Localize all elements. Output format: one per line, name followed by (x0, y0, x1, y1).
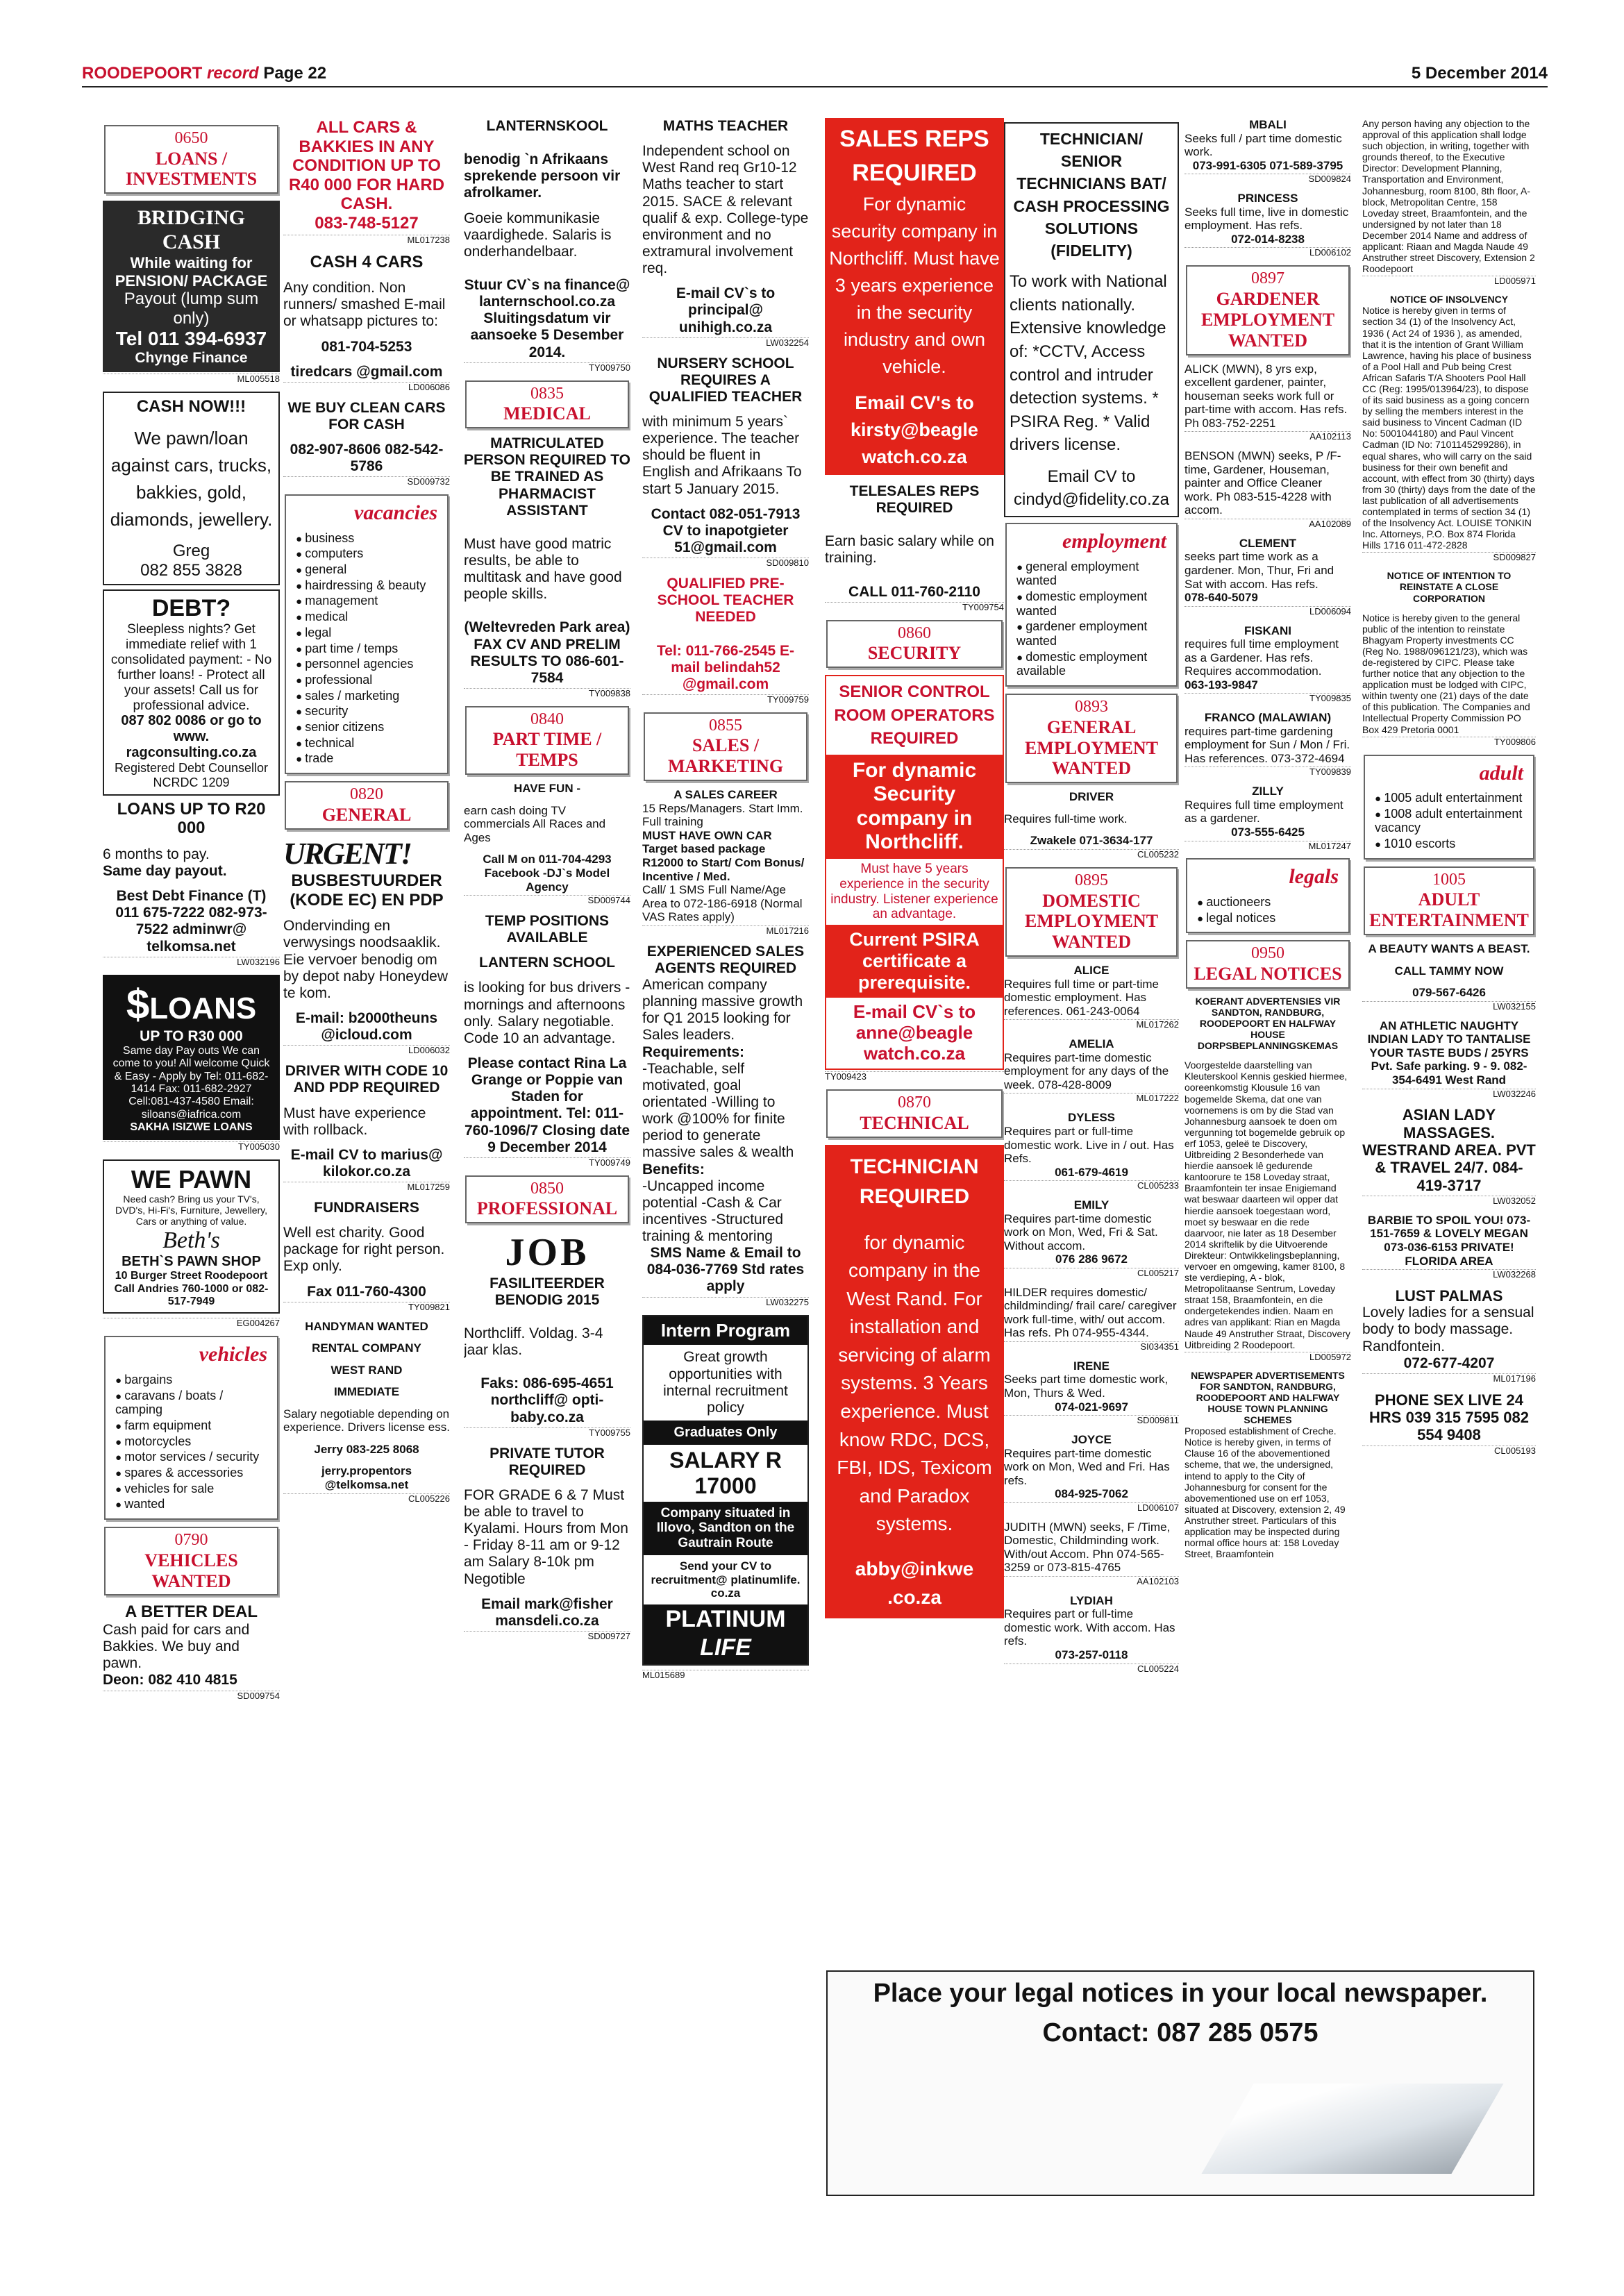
index-item: ● computers (296, 546, 437, 561)
index-vacancies: vacancies ● business ● computers ● general ● hairdressing & beauty ● management ● medical ● legal ● part time / temps ● personnel agencies ● professional ● sales / marketing ● security ● senior citizens ● technical ● trade (285, 494, 449, 774)
index-item: ● spares & accessories (115, 1466, 267, 1480)
legal-notices-banner: Place your legal notices in your local newspaper. Contact: 087 285 0575 (826, 1970, 1534, 2196)
section-general: 0820 GENERAL (285, 781, 449, 829)
ad-fidelity: TECHNICIAN/ SENIOR TECHNICIANS BAT/ CASH PROCESSING SOLUTIONS (FIDELITY) To work with National clients nationally. Extensive knowledge of: *CCTV, Access control and intruder detection systems. * PSIRA Reg. * Valid drivers license. Email CV to cindyd@fidelity.co.za (1004, 122, 1179, 517)
index-item: ● wanted (115, 1497, 267, 1511)
pen-writing-icon (1201, 2084, 1503, 2174)
index-item: ● part time / temps (296, 642, 437, 656)
index-item: ● motorcycles (115, 1434, 267, 1449)
index-item: ● technical (296, 736, 437, 751)
index-item: ● domestic employment wanted (1016, 589, 1166, 618)
section-part-time: 0840 PART TIME / TEMPS (465, 706, 629, 775)
ad-debt: DEBT? Sleepless nights? Get immediate relief with 1 consolidated payment: - No further loans! - Protect all your assets! Call us for professional advice. 087 802 0086 or go to www. ragconsulting.co.za Registered Debt Counsellor NCRDC 1209 (103, 589, 280, 796)
index-item: ● sales / marketing (296, 689, 437, 703)
index-vehicles: vehicles ● bargains ● caravans / boats / camping ● farm equipment ● motorcycles ● motor services / security ● spares & accessories ● vehicles for sale ● wanted (104, 1336, 278, 1520)
column-4: MATHS TEACHER Independent school on West Rand req Gr10-12 Maths teacher to start 2015. SACE & relevant qualif & exp. College-type environment and no extramural involvement req. E-mail CV`s to principal@ unihigh.co.za LW032254 NURSERY SCHOOL REQUIRES A QUALIFIED TEACHER with minimum 5 years` experience. The teacher should be fluent in English and Afrikaans To start 5 January 2015. Contact 082-051-7913 CV to inapotgieter 51@gmail.com SD009810 QUALIFIED PRE-SCHOOL TEACHER NEEDED Tel: 011-766-2545 E-mail belindah52 @gmail.com TY009759 0855 SALES / MARKETING A SALES CAREER 15 Reps/Managers. Start Imm. Full training MUST HAVE OWN CAR Target based package R12000 to Start/ Com Bonus/ Incentive / Med. Call/ 1 SMS Full Name/Age Area to 072-186-6918 (Normal VAS Rates apply) ML017216 EXPERIENCED SALES AGENTS REQUIRED American company planning massive growth for Q1 2015 looking for Sales leaders. Requirements: -Teachable, self motivated, goal orientated -Willing to work @100% for finite period to generate massive sales & wealth Benefits: -Uncapped income potential -Cash & Car incentives -Structured training & mentoring SMS Name & Email to 084-036-7769 Std rates apply LW032275 Intern Program Great growth opportunities with internal recruitment policy Graduates Only SALARY R 17000 Company situated in Illovo, Sandton on the Gautrain Route Send your CV to recruitment@ platinumlife. co.za PLATINUM LIFE ML015689 (642, 118, 809, 1680)
index-item: ● 1010 escorts (1375, 837, 1523, 851)
ad-cash-now: CASH NOW!!! We pawn/loan against cars, trucks, bakkies, gold, diamonds, jewellery. Greg 082 855 3828 (103, 392, 280, 585)
column-1: 0650 LOANS / INVESTMENTS BRIDGING CASH While waiting for PENSION/ PACKAGE Payout (lump sum only) Tel 011 394-6937 Chynge Finance ML005518 CASH NOW!!! We pawn/loan against cars, trucks, bakkies, gold, diamonds, jewellery. Greg 082 855 3828 DEBT? Sleepless nights? Get immediate relief with 1 consolidated payment: - No further loans! - Protect all your assets! Call us for professional advice. 087 802 0086 or go to www. ragconsulting.co.za Registered Debt Counsellor NCRDC 1209 LOANS UP TO R20 000 6 months to pay. Same day payout. Best Debt Finance (T) 011 675-7222 082-973-7522 adminwr@ telkomsa.net LW032196 $LOANS UP TO R30 000 Same day Pay outs We can come to you! All welcome Quick & Easy - Apply by Tel: 011-682-1414 Fax: 011-682-2927 Cell:081-437-4580 Email: siloans@iafrica.com SAKHA ISIZWE LOANS TY005030 WE PAWN Need cash? Bring us your TV's, DVD's, Hi-Fi's, Furniture, Jewellery, Cars or anything of value. Beth's BETH`S PAWN SHOP 10 Burger Street Roodepoort Call Andries 760-1000 or 082-517-7949 EG004267 vehicles ● bargains ● caravans / boats / camping ● farm equipment ● motorcycles ● motor services / security ● spares & accessories ● vehicles for sale ● wanted 0790 VEHICLES WANTED A BETTER DEAL Cash paid for cars and Bakkies. We buy and pawn. Deon: 082 410 4815 SD009754 (103, 118, 280, 2263)
index-item: ● auctioneers (1197, 895, 1339, 910)
index-item: ● professional (296, 673, 437, 687)
section-professional: 0850 PROFESSIONAL (465, 1175, 629, 1223)
index-item: ● senior citizens (296, 720, 437, 735)
section-vehicles-wanted: 0790 VEHICLES WANTED (104, 1527, 278, 1595)
ad-platinum-life: Intern Program Great growth opportunities with internal recruitment policy Graduates Only SALARY R 17000 Company situated in Illovo, Sandton on the Gautrain Route Send your CV to recruitment@ platinumlife. co.za PLATINUM LIFE (642, 1315, 809, 1666)
section-loans: 0650 LOANS / INVESTMENTS (104, 125, 278, 194)
section-medical: 0835 MEDICAL (465, 380, 629, 428)
index-item: ● medical (296, 610, 437, 624)
ad-s-loans: $LOANS UP TO R30 000 Same day Pay outs We can come to you! All welcome Quick & Easy - Apply by Tel: 011-682-1414 Fax: 011-682-2927 Cell:081-437-4580 Email: siloans@iafrica.com SAKHA ISIZWE LOANS (103, 975, 280, 1140)
section-general-employment: 0893 GENERAL EMPLOYMENT WANTED (1005, 694, 1178, 783)
section-technical: 0870 TECHNICAL (826, 1089, 1003, 1137)
index-item: ● vehicles for sale (115, 1482, 267, 1496)
index-item: ● domestic employment available (1016, 650, 1166, 678)
page-date: 5 December 2014 (1411, 64, 1548, 83)
paper-name: ROODEPOORT record Page 22 (82, 64, 327, 83)
index-item: ● farm equipment (115, 1418, 267, 1433)
index-item: ● caravans / boats / camping (115, 1389, 267, 1417)
index-item: ● trade (296, 751, 437, 766)
section-security: 0860 SECURITY (826, 620, 1003, 668)
index-item: ● business (296, 531, 437, 546)
index-item: ● personnel agencies (296, 657, 437, 671)
index-item: ● legal notices (1197, 911, 1339, 925)
index-item: ● general employment wanted (1016, 560, 1166, 588)
column-8: Any person having any objection to the approval of this application shall lodge such objection, in writing, together with grounds thereof, to the Executive Director: Development Planning, Transportation and Environment, Johannesburg, room 8100, 8th floor, A- block, Metropolitan Centre, 158 Loveday street, Braamfontein, and the undersigned by not later than 18 December 2014 Name and address of applicant: Riaan and Magda Naude 49 Anstruther street Discovery, Extension 2 Roodepoort LD005971 NOTICE OF INSOLVENCY Notice is hereby given in terms of section 34 (1) of the Insolvency Act, 1936 ( Act 24 of 1936 ), as amended, that it is the intention of Grant William Lawrence, having his place of business of a Pool Hall and Pub being Crest African Safaris T/A Shooters Pool Hall CC (Reg: 1995/013964/23), to dispose of its said business as a going concern by selling the members interest in the said business to Vincent Cadman (ID No: 5001044180) and Paul Vincent Cadman (ID No: 7101145299286), in equal shares, who will carry on the said business for their own benefit and account, with effect from 30 (thirty) days from 30 (thirty) days from the date of the last publication of all advertisements contemplated in terms of section 34 (1) of the Insolvency Act. LOUISE TONKIN Inc. Attorneys, P.O. Box 874 Florida Hills 1716 011-472-2828 SD009827 NOTICE OF INTENTION TO REINSTATE A CLOSE CORPORATION Notice is hereby given to the general public of the intention to reinstate Bhagyam Property investments CC (Reg No. 1988/096121/23), which was de-registered by CIPC. Please take further notice that any objection to the application must be lodged with CIPC, within twenty one (21) days of the date of this publication. The Companies and Intellectual Property Commission PO Box 429 Pretoria 0001 TY009806 adult ● 1005 adult entertainment ● 1008 adult entertainment vacancy ● 1010 escorts 1005 ADULT ENTERTAINMENT A BEAUTY WANTS A BEAST. CALL TAMMY NOW 079-567-6426 LW032155 AN ATHLETIC NAUGHTY INDIAN LADY TO TANTALISE YOUR TASTE BUDS / 25YRS Pvt. Safe parking. 9 - 9. 082-354-6491 West Rand LW032246 ASIAN LADY MASSAGES. WESTRAND AREA. PVT & TRAVEL 24/7. 084-419-3717 LW032052 BARBIE TO SPOIL YOU! 073-151-7659 & LOVELY MEGAN 073-036-6153 PRIVATE! FLORIDA AREA LW032268 LUST PALMAS Lovely ladies for a sensual body to body massage. Randfontein. 072-677-4207 ML017196 PHONE SEX LIVE 24 HRS 039 315 7595 082 554 9408 CL005193 (1362, 118, 1536, 1965)
index-item: ● hairdressing & beauty (296, 578, 437, 593)
ad-sales-reps: SALES REPS REQUIRED For dynamic security company in Northcliff. Must have 3 years experience in the security industry and own vehicle. Email CV's to kirsty@beagle watch.co.za (825, 118, 1004, 475)
index-adult: adult ● 1005 adult entertainment ● 1008 adult entertainment vacancy ● 1010 escorts (1364, 755, 1534, 860)
index-item: ● security (296, 704, 437, 719)
ad-senior-control-room: SENIOR CONTROL ROOM OPERATORS REQUIRED For dynamic Security company in Northcliff. Must have 5 years experience in the security industry. Listener experience an advantage. Current PSIRA certificate a prerequisite. E-mail CV`s to anne@beagle watch.co.za (825, 675, 1004, 1070)
page-header (82, 62, 1548, 87)
ad-we-pawn: WE PAWN Need cash? Bring us your TV's, DVD's, Hi-Fi's, Furniture, Jewellery, Cars or anything of value. Beth's BETH`S PAWN SHOP 10 Burger Street Roodepoort Call Andries 760-1000 or 082-517-7949 (103, 1159, 280, 1314)
index-legals: legals ● auctioneers ● legal notices (1186, 858, 1350, 933)
index-item: ● legal (296, 626, 437, 640)
section-domestic-employment: 0895 DOMESTIC EMPLOYMENT WANTED (1005, 867, 1178, 957)
index-employment: employment ● general employment wanted ● domestic employment wanted ● gardener employment wanted ● domestic employment available (1005, 523, 1178, 687)
section-legal-notices: 0950 LEGAL NOTICES (1186, 940, 1350, 988)
index-item: ● motor services / security (115, 1450, 267, 1464)
index-item: ● management (296, 594, 437, 608)
column-7: MBALI Seeks full / part time domestic work. 073-991-6305 071-589-3795 SD009824 PRINCESS Seeks full time, live in domestic employment. Has refs. 072-014-8238 LD006102 0897 GARDENER EMPLOYMENT WANTED ALICK (MWN), 8 yrs exp, excellent gardener, painter, houseman seeks work full or part-time with accom. Has refs. Ph 083-752-2251 AA102113 BENSON (MWN) seeks, P /F-time, Gardener, Houseman, painter and Office Cleaner work. Ph 083-515-4228 with accom. AA102089 CLEMENT seeks part time work as a gardener. Mon, Thur, Fri and Sat with accom. Has refs. 078-640-5079 LD006094 FISKANI requires full time employment as a Gardener. Has refs. Requires accommodation. 063-193-9847 TY009835 FRANCO (MALAWIAN) requires part-time gardening employment for Sun / Mon / Fri. Has references. 073-372-4694 TY009839 ZILLY Requires full time employment as a gardener. 073-555-6425 ML017247 legals ● auctioneers ● legal notices 0950 LEGAL NOTICES KOERANT ADVERTENSIES VIR SANDTON, RANDBURG, ROODEPOORT EN HALFWAY HOUSE DORPSBEPLANNINGSKEMAS Voorgestelde daarstelling van Kleuterskool Kennis geskied hiermee, ooreenkomstig Klousule 16 van bogemelde Skema, dat one van voornemens is om by die Stad van Johannesburg aansoek te doen om vergunning tot bogemelde gebruik op erf 1053, geleë te Discovery, Uitbreiding 2 Besonderhede van hierdie aansoek lê gedurende kantoorure te 158 Loveday straat, Braamfontein ter insae Enigiemand wat beswaar daarteen wil opper dat hierdie aansoek toegestaan word, moet sy beswaar en die rede daarvoor, nie later as 18 Desember 2014 skriftelik by die Uitvoerende Direkteur: Ontwikkelingsbeplanning, vervoer en omgewing, kamer 8100, 8 ste verdieping, A - blok, Metropolitaanse Sentrum, Loveday straat 158, Braamfontein, en die ondergetekendes indien. Naam en adres van applikant: Rian en Magda Naude 49 Anstruther Straat, Discovery Uitbreiding 2 Roodepoort. LD005972 NEWSPAPER ADVERTISEMENTS FOR SANDTON, RANDBURG, ROODEPOORT AND HALFWAY HOUSE TOWN PLANNING SCHEMES Proposed establishment of Creche. Notice is hereby given, in terms of Clause 16 of the abovementioned scheme, that we, the undersigned, intend to apply to the City of Johannesburg for consent for the abovementioned use on erf 1053, situated at Discovery, extension 2, 49 Anstruther street. Particulars of this application may be inspected during normal office hours at: 158 Loveday Street, Braamfontein (1184, 118, 1351, 1965)
column-2: ALL CARS & BAKKIES IN ANY CONDITION UP TO R40 000 FOR HARD CASH. 083-748-5127 ML017238 CASH 4 CARS Any condition. Non runners/ smashed E-mail or whatsapp pictures to: 081-704-5253 tiredcars @gmail.com LD006086 WE BUY CLEAN CARS FOR CASH 082-907-8606 082-542-5786 SD009732 vacancies ● business ● computers ● general ● hairdressing & beauty ● management ● medical ● legal ● part time / temps ● personnel agencies ● professional ● sales / marketing ● security ● senior citizens ● technical ● trade 0820 GENERAL URGENT! BUSBESTUURDER (KODE EC) EN PDP Ondervinding en verwysings noodsaaklik. Eie vervoer benodig om by depot naby Honeydew te kom. E-mail: b2000theuns @icloud.com LD006032 DRIVER WITH CODE 10 AND PDP REQUIRED Must have experience with rollback. E-mail CV to marius@ kilokor.co.za ML017259 FUNDRAISERS Well est charity. Good package for right person. Exp only. Fax 011-760-4300 TY009821 HANDYMAN WANTED RENTAL COMPANY WEST RAND IMMEDIATE Salary negotiable depending on experience. Drivers license ess. Jerry 083-225 8068 jerry.propentors @telkomsa.net CL005226 (283, 118, 450, 2263)
index-item: ● gardener employment wanted (1016, 619, 1166, 648)
index-item: ● 1005 adult entertainment (1375, 791, 1523, 805)
section-adult-entertainment: 1005 ADULT ENTERTAINMENT (1364, 866, 1534, 935)
column-3: LANTERNSKOOL benodig `n Afrikaans sprekende persoon vir afrolkamer. Goeie kommunikasie vaardighede. Salaris is onderhandelbaar. Stuur CV`s na finance@ lanternschool.co.za Sluitingsdatum vir aansoeke 5 Desember 2014. TY009750 0835 MEDICAL MATRICULATED PERSON REQUIRED TO BE TRAINED AS PHARMACIST ASSISTANT Must have good matric results, be able to multitask and have good people skills. (Weltevreden Park area) FAX CV AND PRELIM RESULTS TO 086-601-7584 TY009838 0840 PART TIME / TEMPS HAVE FUN - earn cash doing TV commercials All Races and Ages Call M on 011-704-4293 Facebook -DJ`s Model Agency SD009744 TEMP POSITIONS AVAILABLE LANTERN SCHOOL is looking for bus drivers - mornings and afternoons only. Salary negotiable. Code 10 an advantage. Please contact Rina La Grange or Poppie van Staden for appointment. Tel: 011-760-1096/7 Closing date 9 December 2014 TY009749 0850 PROFESSIONAL JOB FASILITEERDER BENODIG 2015 Northcliff. Voldag. 3-4 jaar klas. Faks: 086-695-4651 northcliff@ opti-baby.co.za TY009755 PRIVATE TUTOR REQUIRED FOR GRADE 6 & 7 Must be able to travel to Kyalami. Hours from Mon - Friday 8-11 am or 9-12 am Salary 8-10k pm Negotible Email mark@fisher mansdeli.co.za SD009727 (464, 118, 630, 1641)
index-item: ● bargains (115, 1373, 267, 1387)
index-item: ● 1008 adult entertainment vacancy (1375, 807, 1523, 835)
ad-bridging-cash: BRIDGING CASH While waiting for PENSION/ PACKAGE Payout (lump sum only) Tel 011 394-6937 Chynge Finance (103, 201, 280, 372)
column-5: SALES REPS REQUIRED For dynamic security company in Northcliff. Must have 3 years experience in the security industry and own vehicle. Email CV's to kirsty@beagle watch.co.za TELESALES REPS REQUIRED Earn basic salary while on training. CALL 011-760-2110 TY009754 0860 SECURITY SENIOR CONTROL ROOM OPERATORS REQUIRED For dynamic Security company in Northcliff. Must have 5 years experience in the security industry. Listener experience an advantage. Current PSIRA certificate a prerequisite. E-mail CV`s to anne@beagle watch.co.za TY009423 0870 TECHNICAL TECHNICIAN REQUIRED for dynamic company in the West Rand. For installation and servicing of alarm systems. 3 Years experience. Must know RDC, DCS, FBI, IDS, Texicom and Paradox systems. abby@inkwe .co.za (825, 118, 1004, 2263)
ad-technician-required: TECHNICIAN REQUIRED for dynamic company in the West Rand. For installation and servicing of alarm systems. 3 Years experience. Must know RDC, DCS, FBI, IDS, Texicom and Paradox systems. abby@inkwe .co.za (825, 1145, 1004, 1619)
section-gardener-employment: 0897 GARDENER EMPLOYMENT WANTED (1186, 265, 1350, 355)
column-6: TECHNICIAN/ SENIOR TECHNICIANS BAT/ CASH PROCESSING SOLUTIONS (FIDELITY) To work with National clients nationally. Extensive knowledge of: *CCTV, Access control and intruder detection systems. * PSIRA Reg. * Valid drivers license. Email CV to cindyd@fidelity.co.za employment ● general employment wanted ● domestic employment wanted ● gardener employment wanted ● domestic employment available 0893 GENERAL EMPLOYMENT WANTED DRIVER Requires full-time work. Zwakele 071-3634-177 CL005232 0895 DOMESTIC EMPLOYMENT WANTED ALICE Requires full time or part-time domestic employment. Has references. 061-243-0064 ML017262 AMELIA Requires part-time domestic employment for any days of the week. 078-428-8009 ML017222 DYLESS Requires part or full-time domestic work. Live in / out. Has Refs. 061-679-4619 CL005233 EMILY Requires part-time domestic work on Mon, Wed, Fri & Sat. Without accom. 076 286 9672 CL005217 HILDER requires domestic/ childminding/ frail care/ caregiver work full-time, with/ out accom. Has refs. Ph 074-955-4344. SI034351 IRENE Seeks part time domestic work, Mon, Thurs & Wed. 074-021-9697 SD009811 JOYCE Requires part-time domestic work on Mon, Wed and Fri. Has refs. 084-925-7062 LD006107 JUDITH (MWN) seeks, F /Time, Domestic, Childminding work. With/out Accom. Phn 074-565-3259 or 073-815-4765 AA102103 LYDIAH Requires part or full-time domestic work. With accom. Has refs. 073-257-0118 CL005224 (1004, 118, 1179, 2263)
index-item: ● general (296, 562, 437, 577)
section-sales-marketing: 0855 SALES / MARKETING (644, 712, 807, 781)
